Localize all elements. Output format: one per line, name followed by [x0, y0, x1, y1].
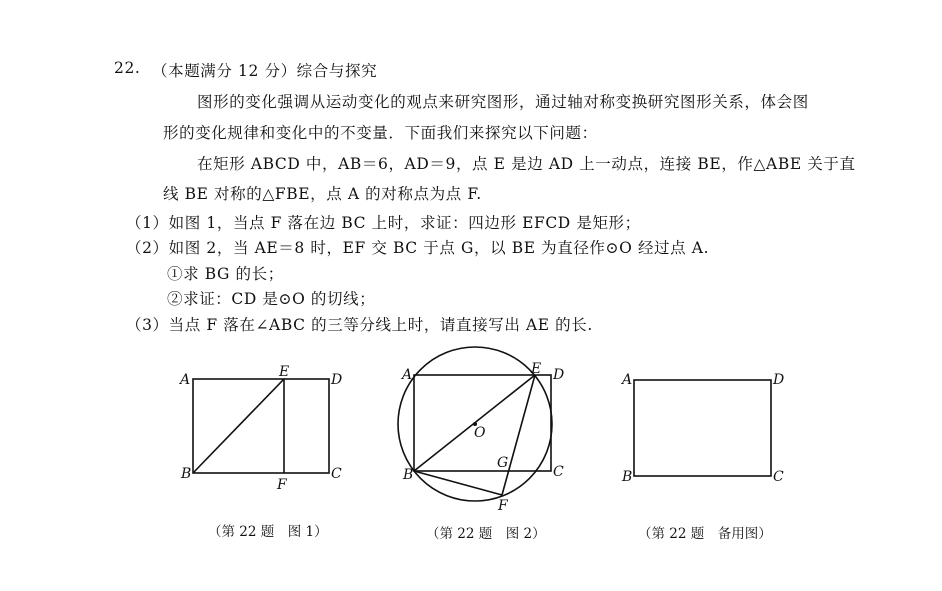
- figure-1: [193, 379, 329, 473]
- label-a-spare: A: [622, 372, 633, 388]
- label-a-fig2: A: [402, 367, 413, 383]
- intro-line-2: 形的变化规律和变化中的不变量．下面我们来探究以下问题：: [163, 124, 598, 142]
- rectangle-abcd-fig1: [193, 379, 329, 473]
- caption-figure-1: （第 22 题 图 1）: [208, 524, 328, 540]
- label-b-fig2: B: [403, 467, 414, 483]
- part-1: （1）如图 1，当点 F 落在边 BC 上时，求证：四边形 EFCD 是矩形；: [126, 214, 641, 232]
- label-e-fig2: E: [531, 361, 542, 377]
- segment-bf-fig2: [414, 471, 502, 495]
- part-2-i: ①求 BG 的长；: [167, 265, 284, 283]
- figure-spare: [634, 380, 771, 476]
- problem-header: （本题满分 12 分）综合与探究: [152, 62, 378, 80]
- label-d-fig2: D: [553, 367, 565, 383]
- setup-line-1: 在矩形 ABCD 中，AB＝6，AD＝9，点 E 是边 AD 上一动点，连接 BE，作△ABE 关于直: [197, 155, 856, 173]
- label-d-fig1: D: [331, 372, 343, 388]
- rectangle-abcd-spare: [634, 380, 771, 476]
- caption-figure-2: （第 22 题 图 2）: [426, 526, 546, 542]
- label-g-fig2: G: [497, 455, 509, 471]
- part-2: （2）如图 2，当 AE＝8 时，EF 交 BC 于点 G，以 BE 为直径作⊙O 经过点 A.: [126, 239, 710, 257]
- label-c-fig1: C: [331, 466, 342, 482]
- part-3: （3）当点 F 落在∠ABC 的三等分线上时，请直接写出 AE 的长.: [126, 316, 593, 334]
- label-f-fig1: F: [277, 477, 287, 493]
- caption-figure-spare: （第 22 题 备用图）: [638, 526, 772, 542]
- intro-line-1: 图形的变化强调从运动变化的观点来研究图形，通过轴对称变换研究图形关系，体会图: [197, 93, 809, 111]
- label-o-fig2: O: [474, 425, 486, 441]
- label-b-fig1: B: [181, 466, 192, 482]
- label-c-spare: C: [773, 469, 784, 485]
- problem-number: 22.: [114, 59, 141, 77]
- label-f-fig2: F: [498, 498, 508, 514]
- label-b-spare: B: [622, 469, 633, 485]
- label-a-fig1: A: [180, 372, 191, 388]
- label-c-fig2: C: [553, 464, 564, 480]
- part-2-ii: ②求证：CD 是⊙O 的切线；: [167, 290, 376, 308]
- segment-be-fig1: [193, 379, 284, 473]
- label-d-spare: D: [773, 372, 785, 388]
- setup-line-2: 线 BE 对称的△FBE，点 A 的对称点为点 F.: [163, 185, 482, 203]
- label-e-fig1: E: [279, 364, 290, 380]
